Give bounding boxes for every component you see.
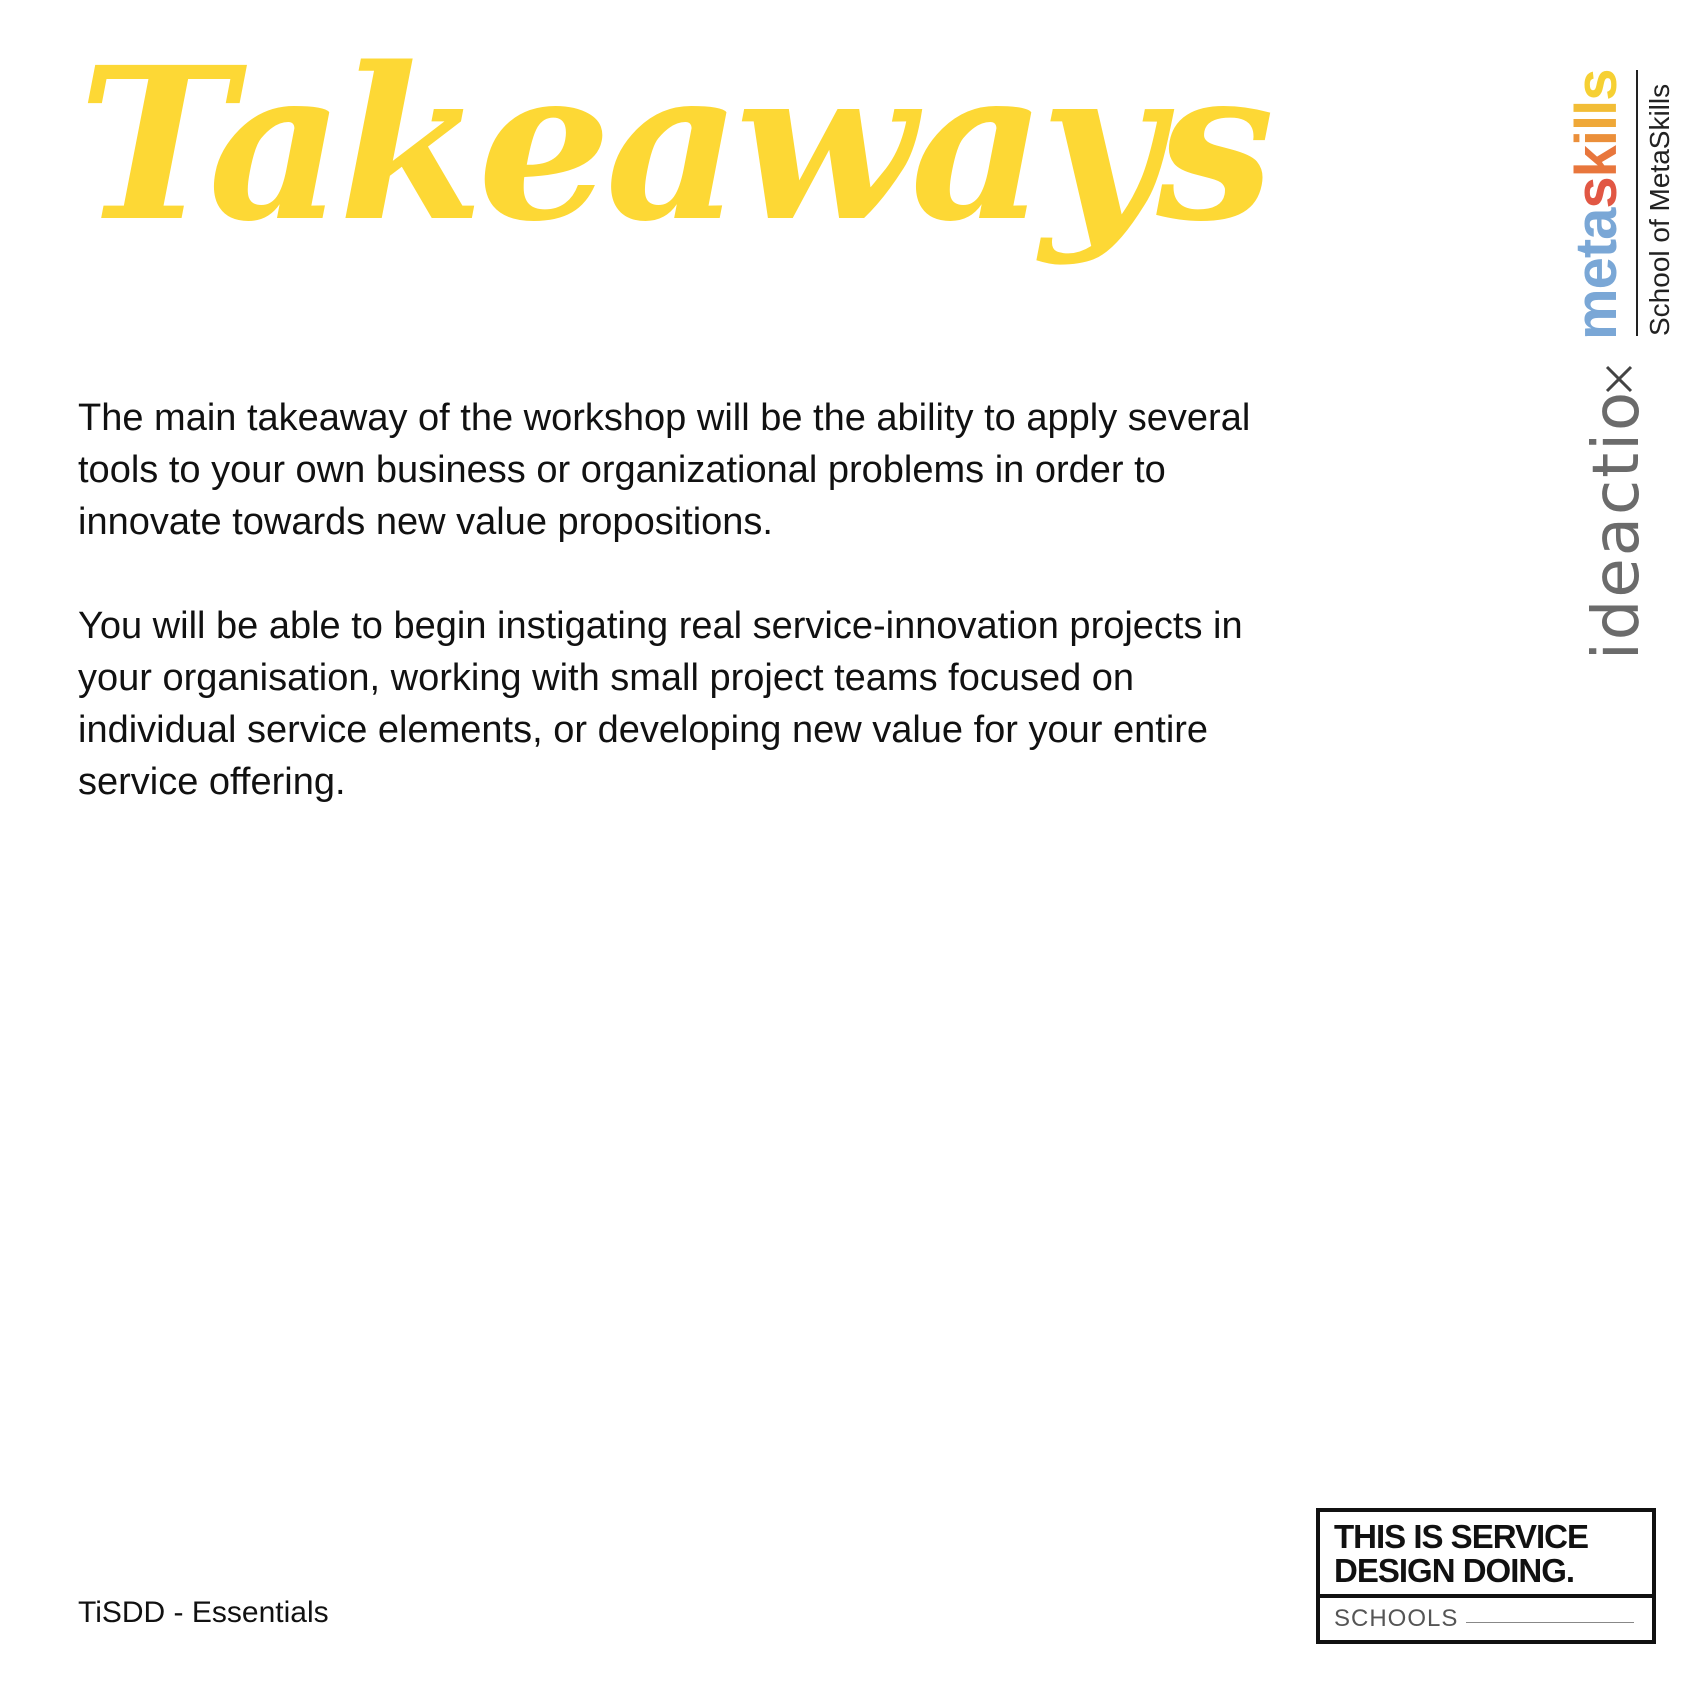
body-text <box>78 392 1298 860</box>
page-title: Takeaways <box>78 21 1269 268</box>
footer-label: TiSDD - Essentials <box>78 1596 329 1629</box>
metaskills-logo-meta: meta <box>1564 208 1629 340</box>
tisdd-logo-heading <box>1320 1512 1652 1598</box>
ideactio-logo <box>1580 389 1654 660</box>
partner-name: ideactio <box>1580 389 1654 660</box>
tisdd-logo-line2: DESIGN DOING. <box>1334 1552 1575 1589</box>
branding-divider <box>1636 70 1638 336</box>
metaskills-logo-letter: s <box>1564 177 1629 209</box>
metaskills-logo-letter: i <box>1564 130 1629 147</box>
metaskills-logo <box>1566 60 1628 340</box>
tisdd-schools-logo <box>1316 1508 1656 1644</box>
metaskills-logo-letter: s <box>1564 69 1629 101</box>
metaskills-logo-letter: l <box>1564 115 1629 131</box>
paragraph-service-innovation: You will be able to begin instigating real service-innovation projects in your organisation, working with small project teams focused on individual service elements, or developing new value for your entire service offering. <box>78 605 1243 803</box>
metaskills-logo-letter: k <box>1564 146 1629 178</box>
tisdd-logo-subtitle: SCHOOLS <box>1334 1605 1459 1632</box>
metaskills-logo-letter: l <box>1564 100 1629 116</box>
school-of-metaskills-label <box>1642 70 1678 336</box>
paragraph-main-takeaway: The main takeaway of the workshop will be the ability to apply several tools to your own business or organizational problems in order to innovate towards new value propositions. <box>78 397 1251 543</box>
tisdd-logo-rule <box>1466 1622 1634 1623</box>
tisdd-logo-line1: THIS IS SERVICE <box>1334 1518 1588 1555</box>
school-name: School of MetaSkills <box>1644 83 1675 336</box>
